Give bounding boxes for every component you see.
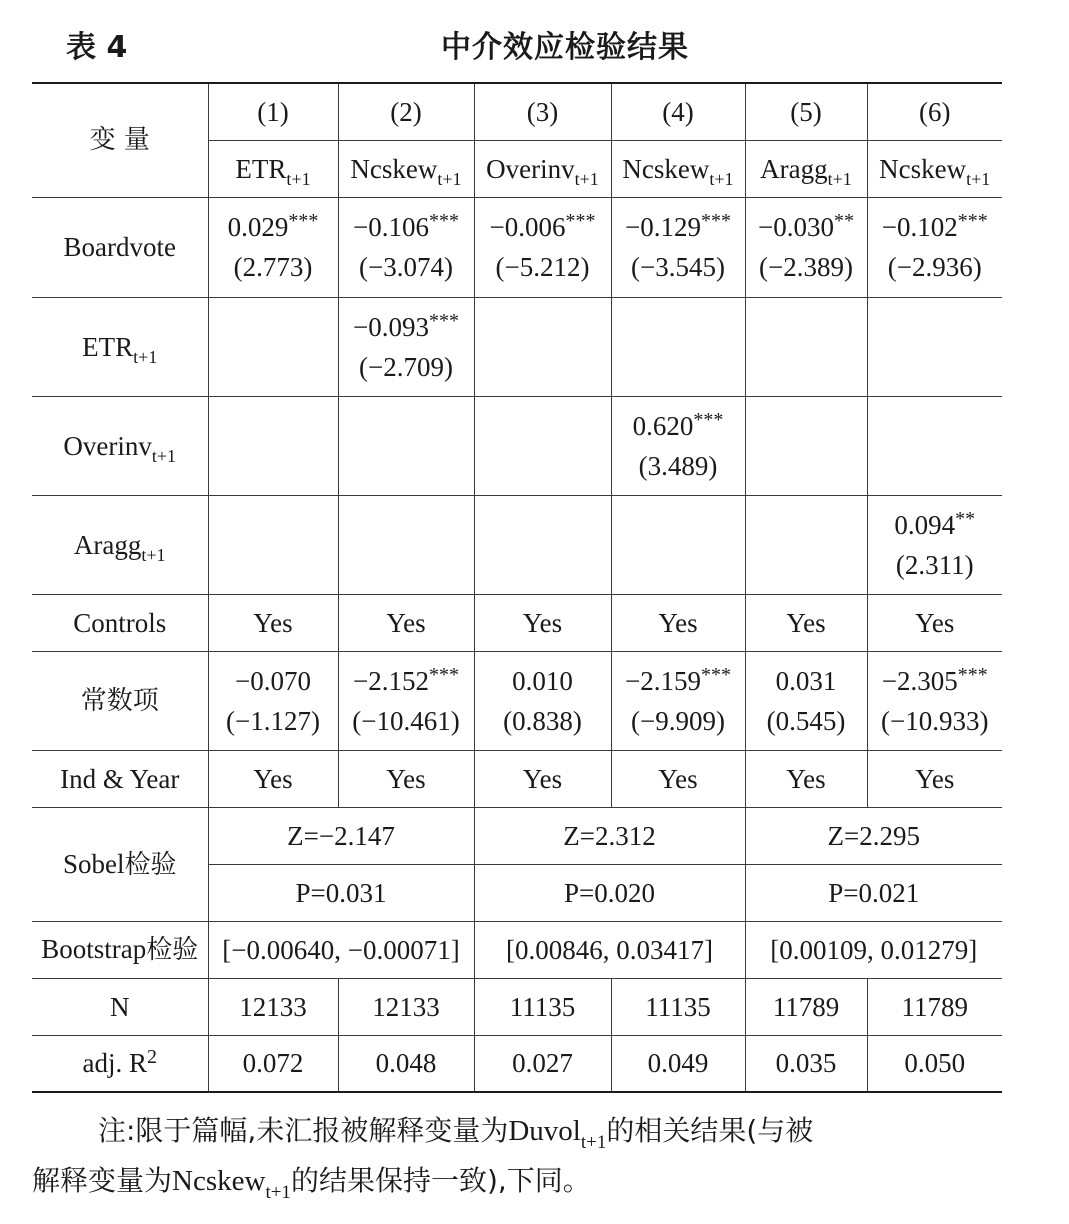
- table-title: 中介效应检验结果: [441, 30, 689, 65]
- bootstrap-row: [32, 921, 1002, 978]
- empty-cell: [611, 495, 745, 594]
- empty-cell: [208, 396, 338, 495]
- value-cell: 12133: [338, 978, 474, 1035]
- coef-cell: −2.159*** (−9.909): [611, 651, 745, 750]
- column-number-row: [32, 83, 1002, 140]
- table-note: 注:限于篇幅,未汇报被解释变量为Duvol$_{t+1}$的相关结果(与被 解释变量为Ncskew$_{t+1}$的结果保持一致),下同。: [32, 1114, 814, 1203]
- value-cell: Yes: [208, 750, 338, 807]
- controls-row: [32, 594, 1002, 651]
- dep-var: Ncskew$_{t+1}$: [338, 140, 474, 197]
- empty-cell: [338, 495, 474, 594]
- value-cell: 11135: [611, 978, 745, 1035]
- value-cell: 12133: [208, 978, 338, 1035]
- dep-var: $ETR_{t+1}$: [208, 140, 338, 197]
- dep-var: Ncskew$_{t+1}$: [867, 140, 1002, 197]
- value-cell: Yes: [338, 594, 474, 651]
- ind-year-row: [32, 750, 1002, 807]
- col-number: (1): [208, 83, 338, 140]
- col-number: (5): [745, 83, 867, 140]
- col-number: (4): [611, 83, 745, 140]
- value-cell: 11789: [867, 978, 1002, 1035]
- row-label: Boardvote: [32, 197, 208, 297]
- sobel-z-row: [32, 807, 1002, 864]
- value-cell: Yes: [867, 750, 1002, 807]
- row-label: Controls: [32, 594, 208, 651]
- bootstrap-ci: [0.00109, 0.01279]: [745, 921, 1002, 978]
- row-label: $ETR_{t+1}$: [32, 297, 208, 396]
- row-label: Bootstrap检验: [32, 921, 208, 978]
- empty-cell: [745, 495, 867, 594]
- col-number: (6): [867, 83, 1002, 140]
- row-label: Sobel检验: [32, 807, 208, 921]
- dep-var: Ncskew$_{t+1}$: [611, 140, 745, 197]
- coef-cell: 0.029*** (2.773): [208, 197, 338, 297]
- value-cell: 0.049: [611, 1035, 745, 1092]
- empty-cell: [338, 396, 474, 495]
- coef-cell: −0.030** (−2.389): [745, 197, 867, 297]
- value-cell: 11135: [474, 978, 611, 1035]
- sobel-z: Z=2.295: [745, 807, 1002, 864]
- coef-cell: −0.129*** (−3.545): [611, 197, 745, 297]
- table-number: 表 4: [66, 30, 128, 65]
- value-cell: 0.027: [474, 1035, 611, 1092]
- value-cell: 0.048: [338, 1035, 474, 1092]
- value-cell: 11789: [745, 978, 867, 1035]
- empty-cell: [745, 396, 867, 495]
- variable-header: 变 量: [32, 83, 208, 197]
- constant-row: [32, 651, 1002, 750]
- row-label: Overinv$_{t+1}$: [32, 396, 208, 495]
- sobel-p: P=0.020: [474, 864, 745, 921]
- coef-cell: 0.010 (0.838): [474, 651, 611, 750]
- sobel-z: Z=2.312: [474, 807, 745, 864]
- sobel-z: Z=−2.147: [208, 807, 474, 864]
- empty-cell: [474, 495, 611, 594]
- value-cell: Yes: [474, 594, 611, 651]
- value-cell: 0.035: [745, 1035, 867, 1092]
- empty-cell: [208, 297, 338, 396]
- value-cell: Yes: [867, 594, 1002, 651]
- row-label: Aragg$_{t+1}$: [32, 495, 208, 594]
- value-cell: Yes: [611, 594, 745, 651]
- value-cell: Yes: [474, 750, 611, 807]
- coef-cell: −0.093*** (−2.709): [338, 297, 474, 396]
- empty-cell: [867, 297, 1002, 396]
- sobel-p: P=0.021: [745, 864, 1002, 921]
- bootstrap-ci: [0.00846, 0.03417]: [474, 921, 745, 978]
- adj-r2-row: [32, 1035, 1002, 1092]
- row-label: 常数项: [32, 651, 208, 750]
- boardvote-row: [32, 197, 1002, 297]
- coef-cell: −0.070 (−1.127): [208, 651, 338, 750]
- value-cell: 0.050: [867, 1035, 1002, 1092]
- coef-cell: 0.031 (0.545): [745, 651, 867, 750]
- value-cell: 0.072: [208, 1035, 338, 1092]
- col-number: (3): [474, 83, 611, 140]
- n-row: [32, 978, 1002, 1035]
- coef-cell: −2.152*** (−10.461): [338, 651, 474, 750]
- dep-var: Aragg$_{t+1}$: [745, 140, 867, 197]
- bootstrap-ci: [−0.00640, −0.00071]: [208, 921, 474, 978]
- coef-cell: −0.106*** (−3.074): [338, 197, 474, 297]
- aragg-row: [32, 495, 1002, 594]
- value-cell: Yes: [745, 750, 867, 807]
- empty-cell: [208, 495, 338, 594]
- sobel-p: P=0.031: [208, 864, 474, 921]
- coef-cell: 0.094** (2.311): [867, 495, 1002, 594]
- row-label: N: [32, 978, 208, 1035]
- row-label: adj. $R^2$: [32, 1035, 208, 1092]
- etr-row: [32, 297, 1002, 396]
- table-header: [0, 18, 1069, 66]
- overinv-row: [32, 396, 1002, 495]
- empty-cell: [745, 297, 867, 396]
- empty-cell: [611, 297, 745, 396]
- empty-cell: [474, 396, 611, 495]
- value-cell: Yes: [338, 750, 474, 807]
- empty-cell: [867, 396, 1002, 495]
- value-cell: Yes: [208, 594, 338, 651]
- results-table: [32, 82, 1002, 1093]
- value-cell: Yes: [611, 750, 745, 807]
- empty-cell: [474, 297, 611, 396]
- col-number: (2): [338, 83, 474, 140]
- coef-cell: −2.305*** (−10.933): [867, 651, 1002, 750]
- coef-cell: 0.620*** (3.489): [611, 396, 745, 495]
- coef-cell: −0.102*** (−2.936): [867, 197, 1002, 297]
- coef-cell: −0.006*** (−5.212): [474, 197, 611, 297]
- row-label: Ind & Year: [32, 750, 208, 807]
- dep-var: Overinv$_{t+1}$: [474, 140, 611, 197]
- value-cell: Yes: [745, 594, 867, 651]
